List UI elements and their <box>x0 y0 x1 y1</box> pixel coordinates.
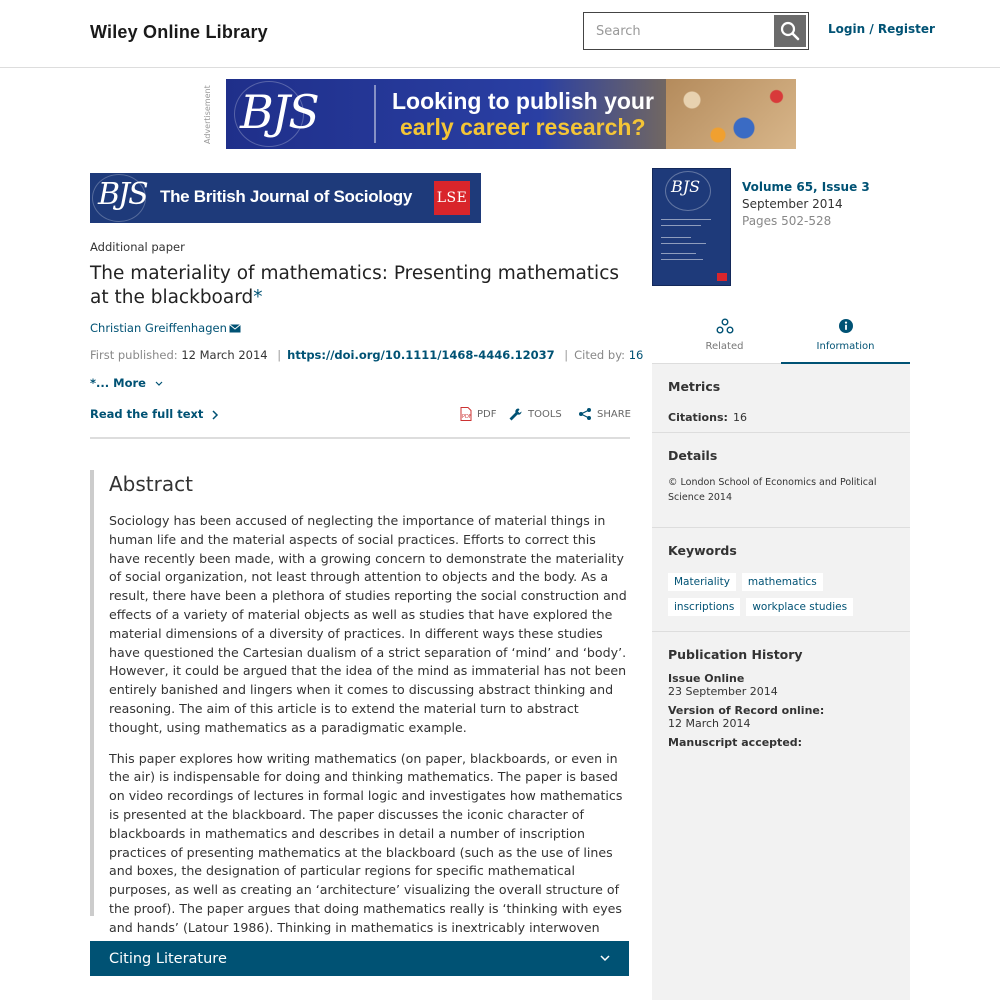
abstract-heading: Abstract <box>109 472 193 496</box>
author-name: Christian Greiffenhagen <box>90 321 227 335</box>
history-label: Version of Record online: <box>668 704 825 717</box>
share-icon <box>578 407 592 421</box>
pdf-button[interactable] <box>460 407 496 421</box>
read-full-text-link[interactable] <box>90 407 220 421</box>
citing-literature-accordion[interactable] <box>90 941 629 976</box>
cover-text-line <box>661 243 706 244</box>
citations-label: Citations: <box>668 411 728 424</box>
chevron-down-icon <box>154 380 164 388</box>
metrics-title: Metrics <box>668 379 721 394</box>
login-register-link[interactable]: Login / Register <box>828 22 935 36</box>
search-input[interactable] <box>584 13 772 49</box>
cover-text-line <box>661 225 701 226</box>
history-entry <box>668 672 910 698</box>
ad-headline-1: Looking to publish your <box>392 88 654 114</box>
lse-logo: LSE <box>434 181 470 215</box>
advertisement-banner[interactable] <box>226 79 796 149</box>
history-title: Publication History <box>668 647 803 662</box>
publication-history-section <box>652 632 910 772</box>
abstract-paragraph: This paper explores how writing mathematics (on paper, blackboards, or even in the air) is indispensable for doing and thinking mathematics. The paper is based on video recordings of lectures in formal logic and investigates how mathematics is presented at the blackboard. The paper discusses the iconic character of blackboards in mathematics and describes in detail a number of inscription practices of presenting mathematics at the blackboard (such as the use of lines and boxes, the designation of particular regions for specific mathematical purposes, as well as creating an ‘architecture’ visualizing the overall structure of the proof). The paper argues that doing mathematics really is ‘thinking with eyes and hands’ (Latour 1986). Thinking in mathematics is inextricably interwoven <box>109 750 623 935</box>
keyword-tag[interactable]: workplace studies <box>746 598 853 616</box>
svg-text:PDF: PDF <box>462 414 472 420</box>
journal-bjs-logo: BJS <box>98 177 147 212</box>
tab-information[interactable] <box>781 312 910 363</box>
chevron-right-icon <box>210 410 220 420</box>
tab-related-icon-wrap <box>660 318 789 334</box>
journal-cover-image[interactable] <box>652 168 731 286</box>
author-link[interactable] <box>90 321 241 335</box>
article-type: Additional paper <box>90 240 185 254</box>
read-full-label: Read the full text <box>90 407 204 421</box>
tools-label: TOOLS <box>528 409 562 420</box>
details-title: Details <box>668 448 718 463</box>
details-section <box>652 433 910 528</box>
wrench-icon <box>508 407 523 422</box>
cover-text-line <box>661 237 691 238</box>
advertisement-label: Advertisement <box>203 85 212 145</box>
more-label: *... More <box>90 376 146 390</box>
pdf-label: PDF <box>477 408 497 420</box>
sidebar-tabs <box>652 312 910 364</box>
search-icon <box>780 21 800 41</box>
first-published-date: 12 March 2014 <box>181 348 268 362</box>
history-label: Manuscript accepted: <box>668 736 803 749</box>
search-bar <box>583 12 809 50</box>
keyword-tag[interactable]: Materiality <box>668 573 736 591</box>
separator: | <box>277 348 282 362</box>
pdf-icon <box>460 407 472 421</box>
publication-info <box>90 348 643 362</box>
history-value: 23 September 2014 <box>668 685 778 698</box>
wiley-logo[interactable]: Wiley Online Library <box>90 22 268 42</box>
metrics-section <box>652 364 910 433</box>
cover-lse-mark <box>717 273 727 281</box>
cover-text-line <box>661 219 711 220</box>
article-title-text: The materiality of mathematics: Presenting mathematics at the blackboard <box>90 263 620 308</box>
tools-button[interactable] <box>508 407 562 422</box>
title-footnote-marker[interactable]: * <box>253 287 263 308</box>
history-entry <box>668 736 910 749</box>
history-label: Issue Online <box>668 672 745 685</box>
citations-value: 16 <box>732 411 747 424</box>
related-icon <box>716 318 734 334</box>
history-entry <box>668 704 910 730</box>
keywords-list <box>668 570 898 620</box>
keywords-title: Keywords <box>668 543 737 558</box>
cover-bjs-logo: BJS <box>671 177 701 196</box>
citations-row <box>668 406 910 425</box>
volume-issue-link[interactable]: Volume 65, Issue 3 <box>742 180 870 194</box>
article-title <box>90 262 630 310</box>
keyword-tag[interactable]: inscriptions <box>668 598 740 616</box>
ad-photo <box>666 79 796 149</box>
share-button[interactable] <box>578 407 631 421</box>
doi-link[interactable]: https://doi.org/10.1111/1468-4446.12037 <box>287 348 555 362</box>
ad-bjs-logo: BJS <box>240 85 318 139</box>
tab-information-icon-wrap <box>781 318 910 334</box>
abstract-paragraph: Sociology has been accused of neglecting the importance of material things in human life and the material aspects of social practices. Efforts to correct this have recently been made, with a growing concern to demonstrate the materiality of social organization, not least through attention to objects and the body. As a result, there have been a plethora of studies reporting the social construction and effects of a variety of material objects as well as studies that have explored the material dimensions of a diversity of practices. In different ways these studies have questioned the Cartesian dualism of a strict separation of ‘mind’ and ‘body’. However, it could be argued that the idea of the mind as immaterial has not been entirely banished and lingers when it comes to discussing abstract thinking and reasoning. The aim of this article is to extend the material turn to abstract thought, using mathematics as a paradigmatic example. <box>109 513 627 735</box>
keyword-tag[interactable]: mathematics <box>742 573 823 591</box>
abstract-section <box>90 470 630 935</box>
chevron-down-icon <box>599 953 611 963</box>
ad-headline-2: early career research? <box>400 114 646 140</box>
site-header <box>0 0 1000 68</box>
copyright-text: © London School of Economics and Political Science 2014 <box>668 477 877 503</box>
information-panel <box>652 364 910 1000</box>
mail-icon[interactable] <box>229 324 241 333</box>
citing-literature-label: Citing Literature <box>109 950 227 967</box>
tab-related-label: Related <box>705 341 744 352</box>
search-button[interactable] <box>774 15 806 47</box>
info-icon <box>838 318 854 334</box>
cited-by-label: Cited by: <box>574 348 626 362</box>
issue-pages: Pages 502-528 <box>742 214 832 228</box>
cover-text-line <box>661 259 703 260</box>
issue-date: September 2014 <box>742 197 843 211</box>
section-divider <box>90 437 630 439</box>
journal-title: The British Journal of Sociology <box>160 187 413 206</box>
cover-text-line <box>661 253 696 254</box>
journal-banner[interactable] <box>90 173 481 223</box>
history-value: 12 March 2014 <box>668 717 751 730</box>
more-info-toggle[interactable] <box>90 376 164 390</box>
separator: | <box>564 348 569 362</box>
tab-information-label: Information <box>816 341 875 352</box>
cited-by-count[interactable]: 16 <box>628 348 644 362</box>
first-published-label: First published: <box>90 348 178 362</box>
share-label: SHARE <box>597 408 631 420</box>
tab-related[interactable] <box>660 312 789 363</box>
ad-divider <box>374 85 376 143</box>
keywords-section <box>652 528 910 632</box>
